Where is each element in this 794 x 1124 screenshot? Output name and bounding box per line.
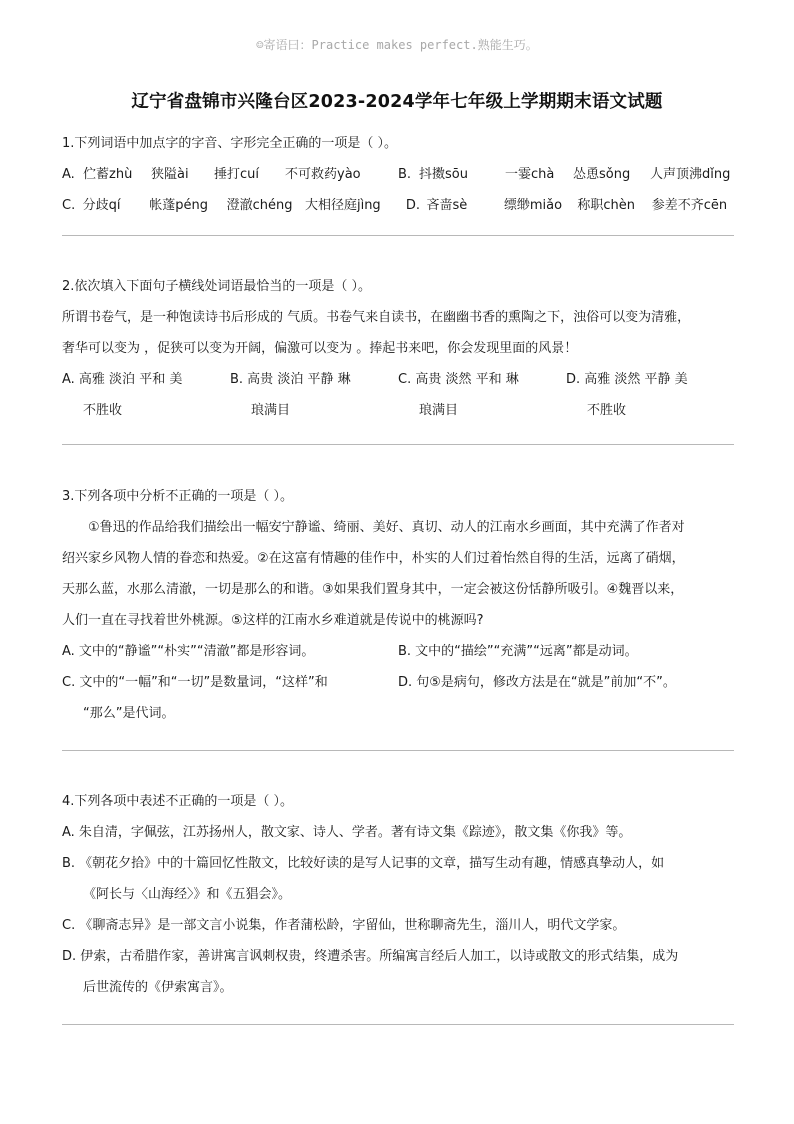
divider: [62, 750, 734, 751]
question-2-stem: 2.依次填入下面句子横线处词语最恰当的一项是（ ）。: [62, 279, 372, 294]
question-3-options-cd: [62, 667, 738, 698]
option-b: B. 《朝花夕拾》中的十篇回忆性散文，比较好读的是写人记事的文章，描写生动有趣，情感真挚动人，如: [62, 856, 665, 871]
question-2: [62, 271, 738, 426]
option-b-cont: 琅满目: [251, 403, 291, 418]
option-a: A. 文中的“静谧”“朴实”“清澈”都是形容词。: [62, 644, 315, 659]
option-a-word: 狭隘ài: [151, 167, 189, 182]
option-d-cont: 不胜收: [587, 403, 627, 418]
divider: [62, 235, 734, 236]
option-c-cont: 琅满目: [419, 403, 459, 418]
option-c-cont: “那么”是代词。: [83, 706, 175, 721]
question-3-options-ab: [62, 636, 738, 667]
option-c: C. 文中的“一幅”和“一切”是数量词，“这样”和: [62, 675, 328, 690]
option-c: C. 高贵 淡然 平和 琳: [398, 372, 519, 387]
question-3-passage-line: 绍兴家乡风物人情的眷恋和热爱。②在这富有情趣的佳作中，朴实的人们过着怡然自得的生活，远离了硝烟，: [62, 551, 685, 566]
question-2-options: [62, 364, 738, 395]
option-a-cont: 不胜收: [83, 403, 123, 418]
question-3-passage-line: ①鲁迅的作品给我们描绘出一幅安宁静谧、绮丽、美好、真切、动人的江南水乡画面，其中充满了作者对: [88, 520, 685, 535]
divider: [62, 444, 734, 445]
option-b-word: 怂恿sǒng: [573, 167, 631, 182]
option-d: D. 高雅 淡然 平静 美: [566, 372, 688, 387]
option-b-label: B.: [398, 167, 412, 182]
option-b-word: 一霎chà: [505, 167, 555, 182]
option-b: B. 高贵 淡泊 平静 琳: [230, 372, 351, 387]
option-a-label: A.: [62, 167, 75, 182]
question-4-stem: 4.下列各项中表述不正确的一项是（ ）。: [62, 794, 294, 809]
option-a-word: 捶打cuí: [214, 167, 259, 182]
option-c-word: 大相径庭jìng: [304, 198, 381, 213]
option-d: D. 句⑤是病句，修改方法是在“就是”前加“不”。: [398, 675, 676, 690]
option-a: A. 高雅 淡泊 平和 美: [62, 372, 183, 387]
option-d-cont: 后世流传的《伊索寓言》。: [83, 980, 233, 995]
question-2-passage-line: 所谓书卷气，是一种饱读诗书后形成的 气质。书卷气来自读书，在幽幽书香的熏陶之下，浊俗可以变为清雅，: [62, 310, 691, 325]
option-a-word: 伫蓄zhù: [83, 167, 133, 182]
option-d-word: 缥缈miǎo: [503, 198, 563, 213]
question-3-stem: 3.下列各项中分析不正确的一项是（ ）。: [62, 489, 294, 504]
question-1-row-cd: [62, 190, 738, 221]
page-title: 辽宁省盘锦市兴隆台区2023-2024学年七年级上学期期末语文试题: [131, 92, 663, 112]
option-c-word: 分歧qí: [82, 198, 121, 213]
divider: [62, 1024, 734, 1025]
option-a-word: 不可救药yào: [285, 167, 361, 182]
option-c: C. 《聊斋志异》是一部文言小说集，作者蒲松龄，字留仙，世称聊斋先生，淄川人，明代文学家。: [62, 918, 626, 933]
option-b: B. 文中的“描绘”“充满”“远离”都是动词。: [398, 644, 638, 659]
question-2-options-wrap: [62, 395, 738, 426]
question-3-passage-line: 人们一直在寻找着世外桃源。⑤这样的江南水乡难道就是传说中的桃源吗?: [62, 613, 484, 628]
question-3: [62, 481, 738, 729]
option-c-word: 帐蓬péng: [149, 198, 208, 213]
option-c-word: 澄澈chéng: [226, 198, 293, 213]
option-d-word: 参差不齐cēn: [651, 198, 728, 213]
option-c-label: C.: [62, 198, 76, 213]
question-1: [62, 128, 738, 221]
option-a: A. 朱自清，字佩弦，江苏扬州人，散文家、诗人、学者。著有诗文集《踪迹》，散文集《你我》等。: [62, 825, 632, 840]
option-d-label: D.: [405, 198, 421, 213]
option-b-word: 抖擞sōu: [419, 167, 468, 182]
question-4: [62, 786, 738, 1003]
motto: ☺寄语曰：Practice makes perfect.熟能生巧。: [256, 38, 538, 52]
question-2-passage-line: 奢华可以变为 ，促狭可以变为开阔，偏激可以变为 。捧起书来吧，你会发现里面的风景！: [62, 341, 578, 356]
option-b-word: 人声顶沸dǐng: [650, 167, 731, 182]
question-1-stem: 1.下列词语中加点字的字音、字形完全正确的一项是（ ）。: [62, 136, 398, 151]
question-1-row-ab: [62, 159, 738, 190]
option-d-word: 称职chèn: [577, 198, 635, 213]
option-d-word: 吝啬sè: [426, 198, 468, 213]
option-d: D. 伊索，古希腊作家，善讲寓言讽刺权贵，终遭杀害。所编寓言经后人加工，以诗或散文的形式结集，成为: [62, 949, 679, 964]
question-3-passage-line: 天那么蓝，水那么清澈，一切是那么的和谐。③如果我们置身其中，一定会被这份恬静所吸引。④魏晋以来，: [62, 582, 684, 597]
option-b-cont: 《阿长与〈山海经〉》和《五猖会》。: [83, 887, 292, 902]
